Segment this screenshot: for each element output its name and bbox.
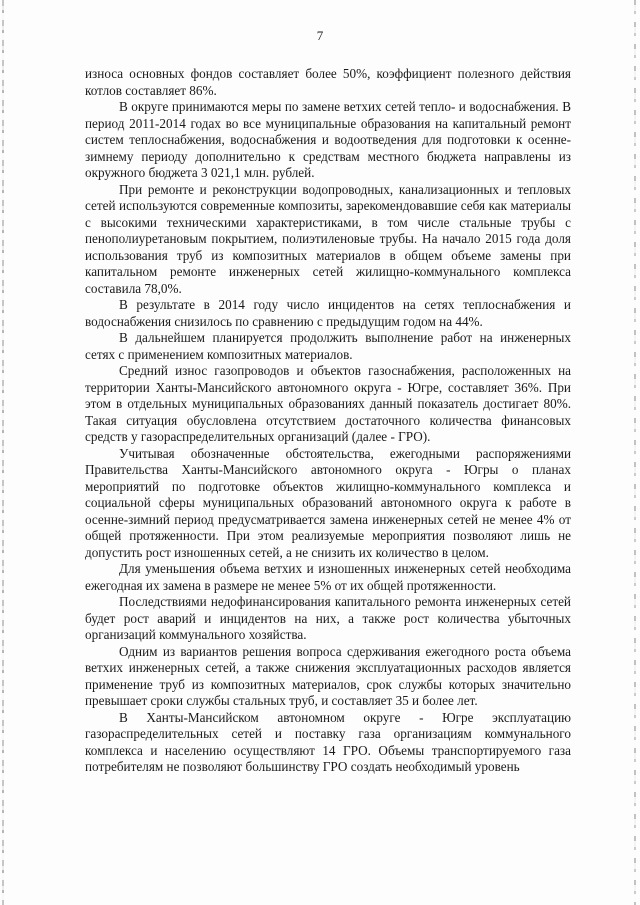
paragraph: В результате в 2014 году число инцидентов на сетях теплоснабжения и водоснабжения снизилось по сравнению с предыдущим годом на 44%. xyxy=(85,297,571,329)
paragraph: Последствиями недофинансирования капитального ремонта инженерных сетей будет рост аварий и инцидентов на них, а также рост количества убыточных организаций коммунального хозяйства. xyxy=(85,594,571,642)
paragraph: Одним из вариантов решения вопроса сдерживания ежегодного роста объема ветхих инженерных сетей, а также снижения эксплуатационных расходов является применение труб из композитных материалов, срок службы которых значительно превышает сроки службы стальных труб, и составляет 35 и более лет. xyxy=(85,643,571,708)
scan-edge-right xyxy=(634,0,636,905)
scan-edge-left xyxy=(2,0,4,905)
paragraph: В дальнейшем планируется продолжить выполнение работ на инженерных сетях с применением композитных материалов. xyxy=(85,330,571,362)
paragraph: При ремонте и реконструкции водопроводных, канализационных и тепловых сетей используются современные композиты, зарекомендовавшие себя как материалы с высокими техническими характеристиками, в том числе стальные трубы с пенополиуретановым покрытием, полиэтиленовые трубы. На начало 2015 года доля использования труб из композитных материалов в общем объеме замены при капитальном ремонте инженерных сетей жилищно-коммунального комплекса составила 78,0%. xyxy=(85,181,571,296)
paragraph: износа основных фондов составляет более 50%, коэффициент полезного действия котлов составляет 86%. xyxy=(85,66,571,98)
body-text xyxy=(85,66,571,776)
paragraph: В округе принимаются меры по замене ветхих сетей тепло- и водоснабжения. В период 2011-2014 годах во все муниципальные образования на капитальный ремонт систем теплоснабжения, водоснабжения и водоотведения для подготовки к осенне-зимнему периоду дополнительно к средствам местного бюджета направлены из окружного бюджета 3 021,1 млн. рублей. xyxy=(85,99,571,180)
paragraph: В Ханты-Мансийском автономном округе - Югре эксплуатацию газораспределительных сетей и поставку газа организациям коммунального комплекса и населению осуществляют 14 ГРО. Объемы транспортируемого газа потребителям не позволяют большинству ГРО создать необходимый уровень xyxy=(85,709,571,774)
paragraph: Для уменьшения объема ветхих и изношенных инженерных сетей необходима ежегодная их замена в размере не менее 5% от их общей протяженности. xyxy=(85,561,571,593)
paragraph: Средний износ газопроводов и объектов газоснабжения, расположенных на территории Ханты-Мансийского автономного округа - Югре, составляет 36%. При этом в отдельных муниципальных образованиях данный показатель достигает 80%. Такая ситуация обусловлена отсутствием достаточного количества финансовых средств у газораспределительных организаций (далее - ГРО). xyxy=(85,363,571,444)
page-number: 7 xyxy=(316,28,324,43)
paragraph: Учитывая обозначенные обстоятельства, ежегодными распоряжениями Правительства Ханты-Мансийского автономного округа - Югры о планах мероприятий по подготовке объектов жилищно-коммунального комплекса и социальной сферы муниципальных образований автономного округа к работе в осенне-зимний период предусматривается замена инженерных сетей не менее 4% от общей протяженности. При этом реализуемые мероприятия позволяют лишь не допустить рост изношенных сетей, а не снизить их количество в целом. xyxy=(85,445,571,560)
